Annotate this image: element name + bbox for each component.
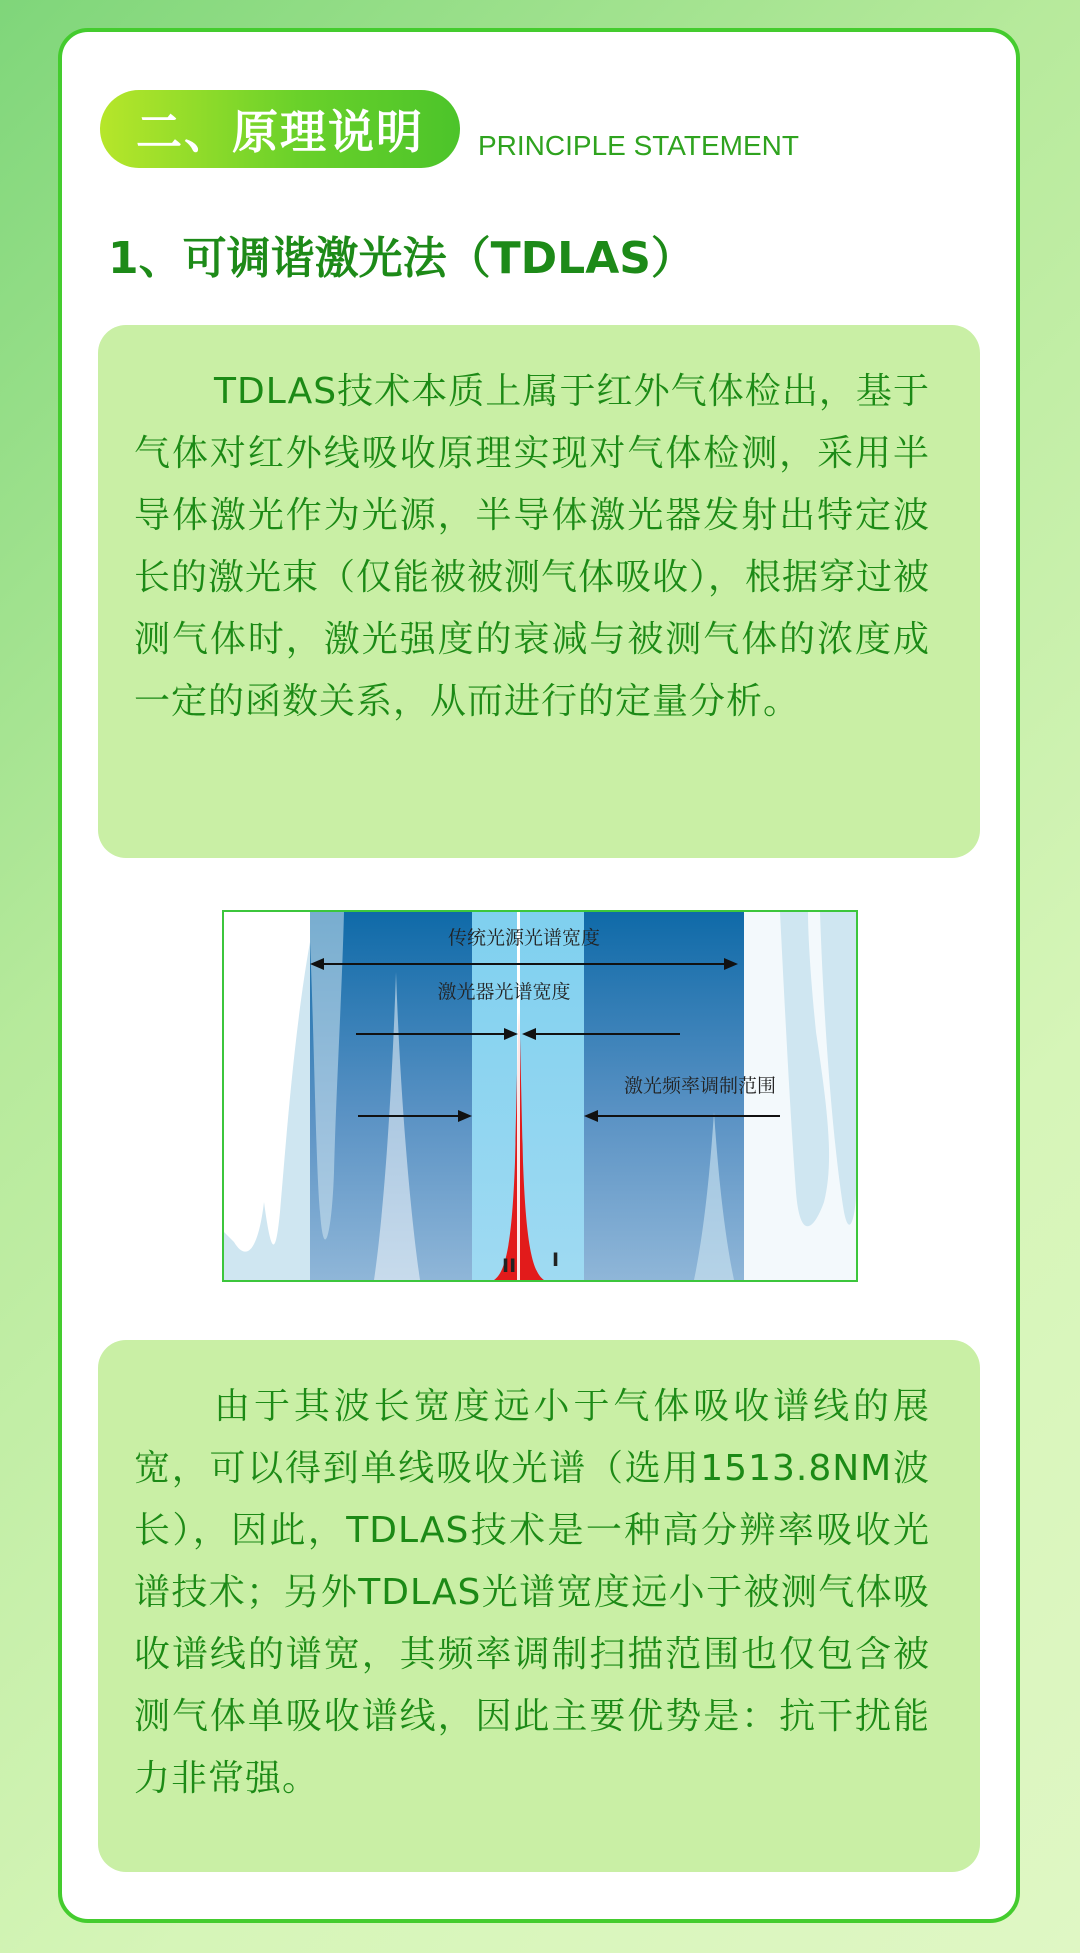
marker-i: I — [552, 1249, 560, 1271]
label-modulation-range: 激光频率调制范围 — [623, 1075, 777, 1097]
section-title-badge — [100, 90, 460, 168]
method-subtitle: 1、可调谐激光法（TDLAS） — [108, 233, 695, 284]
principle-textbox-2 — [98, 1340, 980, 1872]
spectrum-diagram-svg — [224, 912, 856, 1280]
principle-paragraph-1: TDLAS技术本质上属于红外气体检出，基于气体对红外线吸收原理实现对气体检测，采用半导体激光作为光源，半导体激光器发射出特定波长的激光束（仅能被被测气体吸收），根据穿过被测气体时，激光强度的衰减与被测气体的浓度成一定的函数关系，从而进行的定量分析。 — [134, 371, 931, 722]
section-title-en: PRINCIPLE STATEMENT — [478, 130, 800, 161]
principle-paragraph-2: 由于其波长宽度远小于气体吸收谱线的展宽，可以得到单线吸收光谱（选用1513.8NM波长），因此，TDLAS技术是一种高分辨率吸收光谱技术；另外TDLAS光谱宽度远小于被测气体吸收谱线的谱宽，其频率调制扫描范围也仅包含被测气体单吸收谱线，因此主要优势是：抗干扰能力非常强。 — [134, 1386, 930, 1799]
section-title-cn: 二、原理说明 — [136, 105, 424, 159]
label-laser-width: 激光器光谱宽度 — [437, 981, 571, 1003]
laser-center-line — [517, 1012, 520, 1280]
modulation-band — [472, 912, 584, 1280]
principle-textbox-1 — [98, 325, 980, 858]
marker-ii: II — [502, 1255, 517, 1277]
label-traditional-width: 传统光源光谱宽度 — [447, 927, 601, 949]
spectrum-diagram — [222, 910, 858, 1282]
